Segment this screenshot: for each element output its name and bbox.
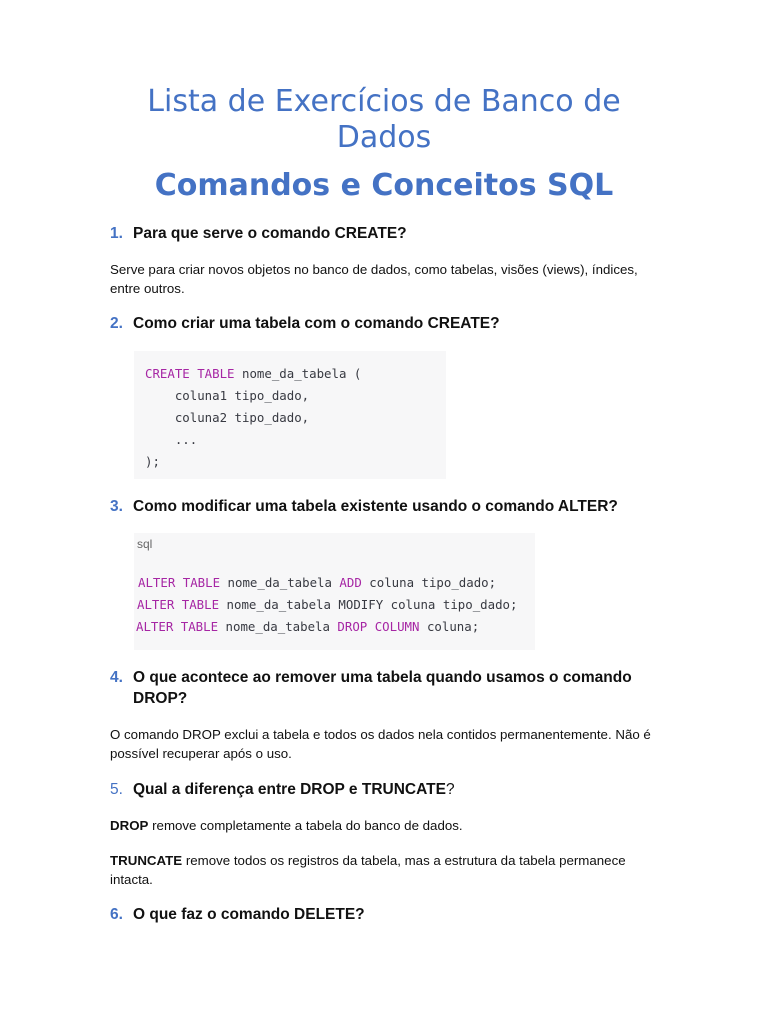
code-line: ALTER TABLE nome_da_tabela MODIFY coluna tipo_dado; — [137, 597, 518, 612]
answer-5-drop: DROP remove completamente a tabela do banco de dados. — [110, 818, 463, 833]
question-1 — [110, 223, 670, 244]
question-text: O que acontece ao remover uma tabela quando usamos o comando DROP? — [133, 669, 632, 707]
code-block-alter — [134, 533, 535, 650]
question-text: Como criar uma tabela com o comando CREATE? — [133, 315, 500, 332]
question-number: 4. — [110, 669, 123, 686]
code-line: coluna1 tipo_dado, — [145, 388, 310, 403]
question-number: 1. — [110, 225, 123, 242]
question-2 — [110, 313, 670, 334]
question-3 — [110, 496, 670, 517]
question-6 — [110, 904, 670, 925]
question-4 — [110, 667, 670, 709]
question-text: Para que serve o comando CREATE? — [133, 225, 407, 242]
question-number: 6. — [110, 906, 123, 923]
answer-4: O comando DROP exclui a tabela e todos os dados nela contidos permanentemente. Não é possível recuperar após o uso. — [110, 727, 651, 761]
answer-1: Serve para criar novos objetos no banco de dados, como tabelas, visões (views), índices, entre outros. — [110, 262, 638, 296]
question-5 — [110, 779, 670, 800]
answer-5-truncate: TRUNCATE remove todos os registros da tabela, mas a estrutura da tabela permanece intacta. — [110, 853, 626, 887]
code-line: ); — [145, 454, 160, 469]
code-line: coluna2 tipo_dado, — [145, 410, 310, 425]
page-subtitle: Comandos e Conceitos SQL — [154, 168, 614, 203]
question-text: O que faz o comando DELETE? — [133, 906, 365, 923]
code-line: ALTER TABLE nome_da_tabela ADD coluna tipo_dado; — [138, 575, 497, 590]
term-drop: DROP — [110, 818, 149, 833]
question-number: 2. — [110, 315, 123, 332]
code-line: CREATE TABLE nome_da_tabela ( — [145, 366, 362, 381]
code-line: ALTER TABLE nome_da_tabela DROP COLUMN coluna; — [136, 619, 480, 634]
code-language-label: sql — [137, 537, 153, 551]
code-block-create — [134, 351, 446, 479]
question-text: Qual a diferença entre DROP e TRUNCATE? — [133, 781, 455, 798]
question-number: 5. — [110, 781, 123, 798]
page-title: Lista de Exercícios de Banco de Dados — [147, 84, 621, 155]
code-line: ... — [145, 432, 198, 447]
term-truncate: TRUNCATE — [110, 853, 183, 868]
question-text: Como modificar uma tabela existente usando o comando ALTER? — [133, 498, 618, 515]
question-number: 3. — [110, 498, 123, 515]
